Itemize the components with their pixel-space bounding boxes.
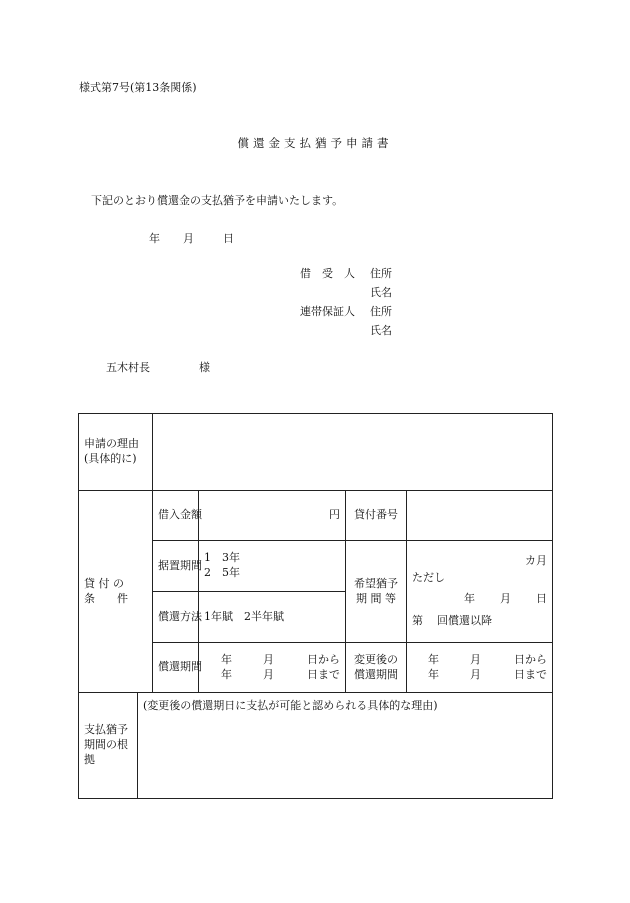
date-day-label: 日	[223, 232, 234, 245]
desired-deferral-label: 希望猶予 期 間 等	[346, 541, 407, 643]
loan-amount-field[interactable]	[199, 491, 346, 541]
repayment-period-field[interactable]: 年 月 日から 年 月 日まで	[199, 643, 346, 693]
date-year-label: 年	[149, 232, 160, 245]
repayment-method-label: 償還方法	[153, 592, 199, 643]
changed-period-label: 変更後の 償還期間	[346, 643, 407, 693]
deferral-period-options[interactable]: 1 3年 2 5年	[199, 541, 346, 592]
borrower-name-label: 氏名	[370, 286, 392, 299]
document-title: 償還金支払猶予申請書	[237, 136, 393, 150]
guarantor-name-label: 氏名	[370, 324, 392, 337]
reason-field[interactable]	[153, 414, 553, 491]
borrower-address-label: 住所	[370, 267, 392, 280]
guarantor-label: 連帯保証人	[300, 305, 355, 318]
desired-deferral-field[interactable]: カ月 ただし 年 月 日 第 回償還以降	[407, 541, 553, 643]
changed-period-field[interactable]: 年 月 日から 年 月 日まで	[407, 643, 553, 693]
borrower-label: 借 受 人	[300, 267, 355, 280]
grounds-note: (変更後の償還期日に支払が可能と認められる具体的な理由)	[143, 699, 438, 712]
addressee-name: 五木村長	[106, 361, 150, 374]
form-number: 様式第7号(第13条関係)	[79, 81, 197, 94]
reason-label: 申請の理由 (具体的に)	[79, 414, 153, 491]
repayment-method-options[interactable]: 1年賦 2半年賦	[199, 592, 346, 643]
application-form-table	[78, 413, 553, 799]
loan-amount-label: 借入金額	[153, 491, 199, 541]
grounds-label: 支払猶予 期間の根 拠	[79, 693, 138, 799]
loan-conditions-label: 貸 付 の 条 件	[79, 491, 153, 693]
application-date	[149, 232, 234, 245]
addressee-honorific: 様	[199, 361, 210, 374]
date-month-label: 月	[183, 232, 194, 245]
loan-number-label: 貸付番号	[346, 491, 407, 541]
addressee	[106, 361, 210, 374]
grounds-field[interactable]	[138, 693, 553, 799]
loan-number-field[interactable]	[407, 491, 553, 541]
repayment-period-label: 償還期間	[153, 643, 199, 693]
deferral-period-label: 据置期間	[153, 541, 199, 592]
intro-text: 下記のとおり償還金の支払猶予を申請いたします。	[91, 194, 344, 207]
guarantor-address-label: 住所	[370, 305, 392, 318]
yen-unit: 円	[329, 508, 340, 522]
